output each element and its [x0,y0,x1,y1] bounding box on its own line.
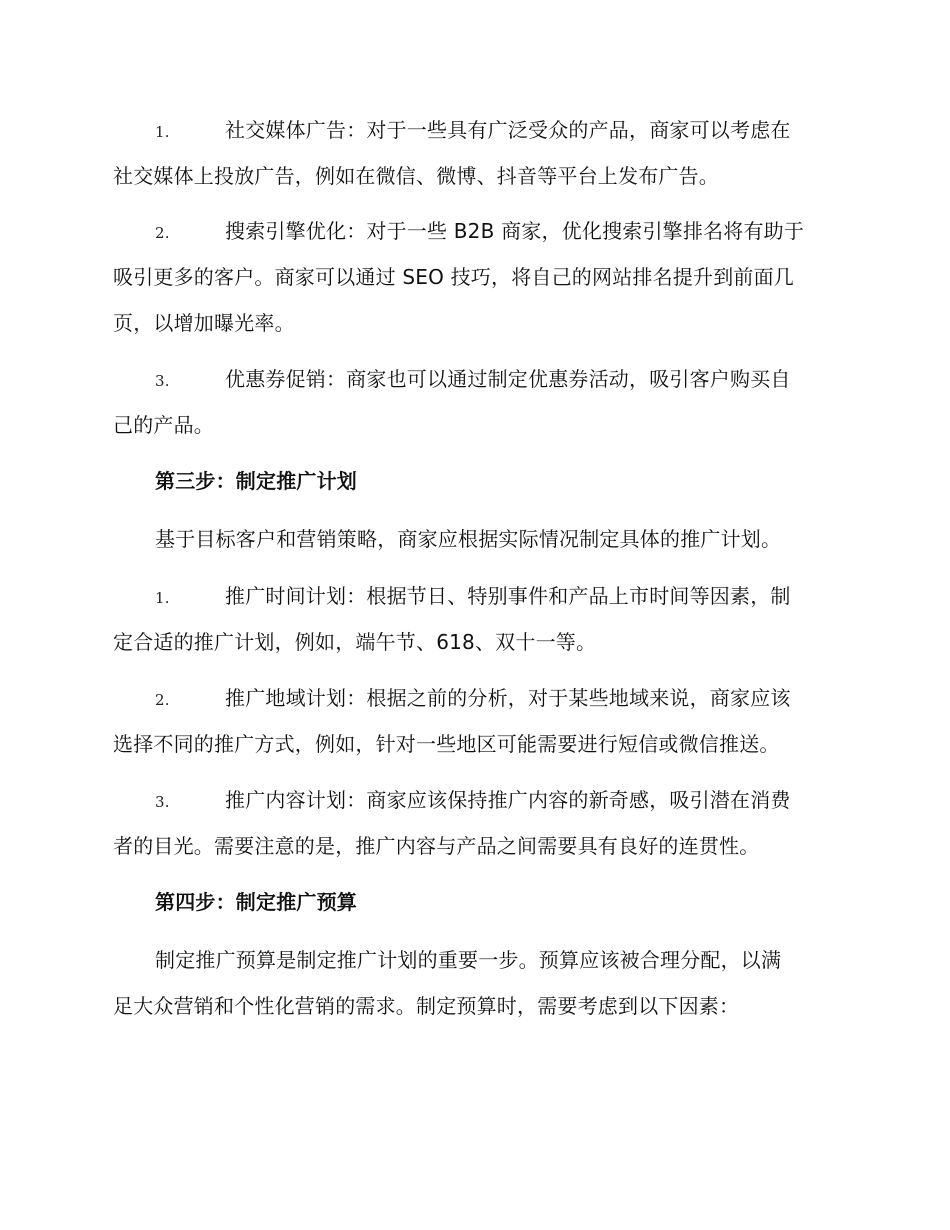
list-number: 2. [155,691,170,709]
section-heading: 第四步：制定推广预算 [155,890,357,914]
list-item-text: 推广地域计划：根据之前的分析，对于某些地域来说，商家应该 [225,686,791,710]
section-intro: 基于目标客户和营销策略，商家应根据实际情况制定具体的推广计划。 [155,527,782,551]
section-heading: 第三步：制定推广计划 [155,469,357,493]
list-item-text: 选择不同的推广方式，例如，针对一些地区可能需要进行短信或微信推送。 [113,732,780,756]
section-paragraph: 制定推广预算是制定推广计划的重要一步。预算应该被合理分配，以满 足大众营销和个性化营销的需求。制定预算时，需要考虑到以下因素： [113,948,782,1018]
list-item-seo [113,208,838,346]
list-item-text: 搜索引擎优化：对于一些 B2B 商家，优化搜索引擎排名将有助于 [225,219,805,243]
list-item-text: 定合适的推广计划，例如，端午节、618、双十一等。 [113,630,597,654]
list-item-text: 吸引更多的客户。商家可以通过 SEO 技巧，将自己的网站排名提升到前面几 [113,265,794,289]
list-item-text: 社交媒体广告：对于一些具有广泛受众的产品，商家可以考虑在 [225,118,791,142]
list-item-region-plan [113,675,838,767]
list-item-coupon [113,356,838,448]
list-item-time-plan [113,573,838,665]
list-number: 3. [155,372,170,390]
list-item-content-plan [113,777,838,869]
list-item-text: 页，以增加曝光率。 [113,311,295,335]
list-item-text: 己的产品。 [113,413,214,437]
list-number: 3. [155,793,170,811]
list-number: 1. [155,123,170,141]
list-item-text: 推广内容计划：商家应该保持推广内容的新奇感，吸引潜在消费 [225,788,791,812]
list-number: 1. [155,589,170,607]
list-item-text: 者的目光。需要注意的是，推广内容与产品之间需要具有良好的连贯性。 [113,834,760,858]
list-item-text: 社交媒体上投放广告，例如在微信、微博、抖音等平台上发布广告。 [113,164,719,188]
list-item-text: 推广时间计划：根据节日、特别事件和产品上市时间等因素，制 [225,584,791,608]
list-item-social-media-ads [113,107,838,199]
list-item-text: 优惠券促销：商家也可以通过制定优惠券活动，吸引客户购买自 [225,367,791,391]
list-number: 2. [155,224,170,242]
